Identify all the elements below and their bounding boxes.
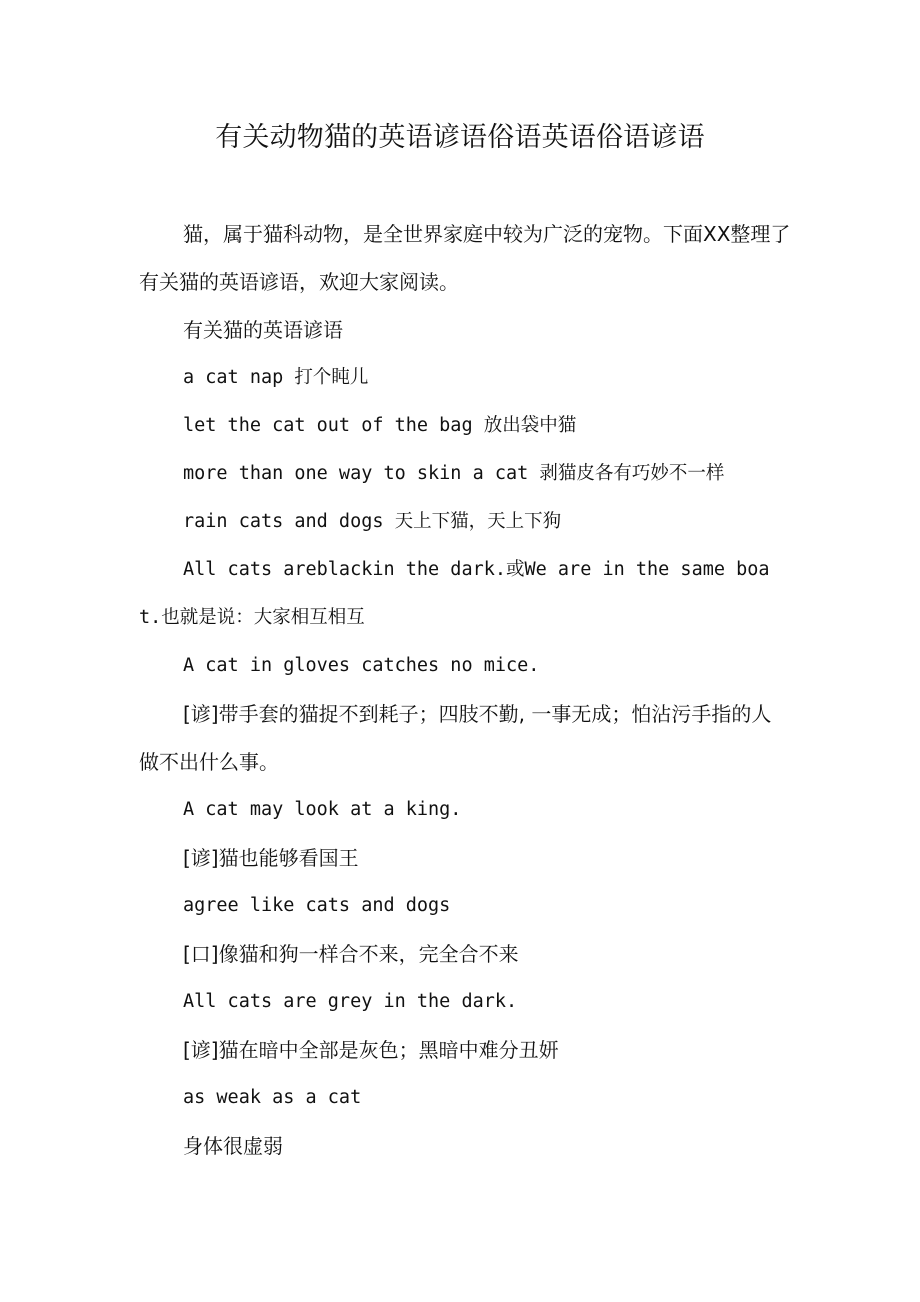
proverb-line: more than one way to skin a cat 剥猫皮各有巧妙不一样 [183, 463, 725, 484]
proverb-translation: 身体很虚弱 [183, 1134, 283, 1158]
section-heading: 有关猫的英语谚语 [183, 318, 343, 342]
proverb-translation: [谚]带手套的猫捉不到耗子；四肢不勤, 一事无成；怕沾污手指的人做不出什么事。 [139, 702, 772, 774]
proverb-line: All cats are grey in the dark. [183, 991, 518, 1012]
proverb-translation: [谚]猫也能够看国王 [183, 846, 359, 870]
proverb-translation: [谚]猫在暗中全部是灰色；黑暗中难分丑妍 [183, 1038, 559, 1062]
proverb-line: let the cat out of the bag 放出袋中猫 [183, 415, 577, 436]
proverb-line: All cats areblackin the dark.或We are in the same boat.也就是说：大家相互相互 [139, 559, 770, 628]
proverb-line: A cat may look at a king. [183, 799, 462, 820]
document-body [139, 210, 791, 1170]
proverb-line: rain cats and dogs 天上下猫，天上下狗 [183, 511, 562, 532]
proverb-line: agree like cats and dogs [183, 895, 451, 916]
document-title: 有关动物猫的英语谚语俗语英语俗语谚语 [215, 122, 705, 153]
intro-paragraph: 猫，属于猫科动物，是全世界家庭中较为广泛的宠物。下面XX整理了有关猫的英语谚语，欢迎大家阅读。 [139, 222, 791, 294]
proverb-line: A cat in gloves catches no mice. [183, 655, 540, 676]
proverb-line: a cat nap 打个盹儿 [183, 367, 369, 388]
proverb-translation: [口]像猫和狗一样合不来，完全合不来 [183, 942, 519, 966]
proverb-line: as weak as a cat [183, 1087, 362, 1108]
